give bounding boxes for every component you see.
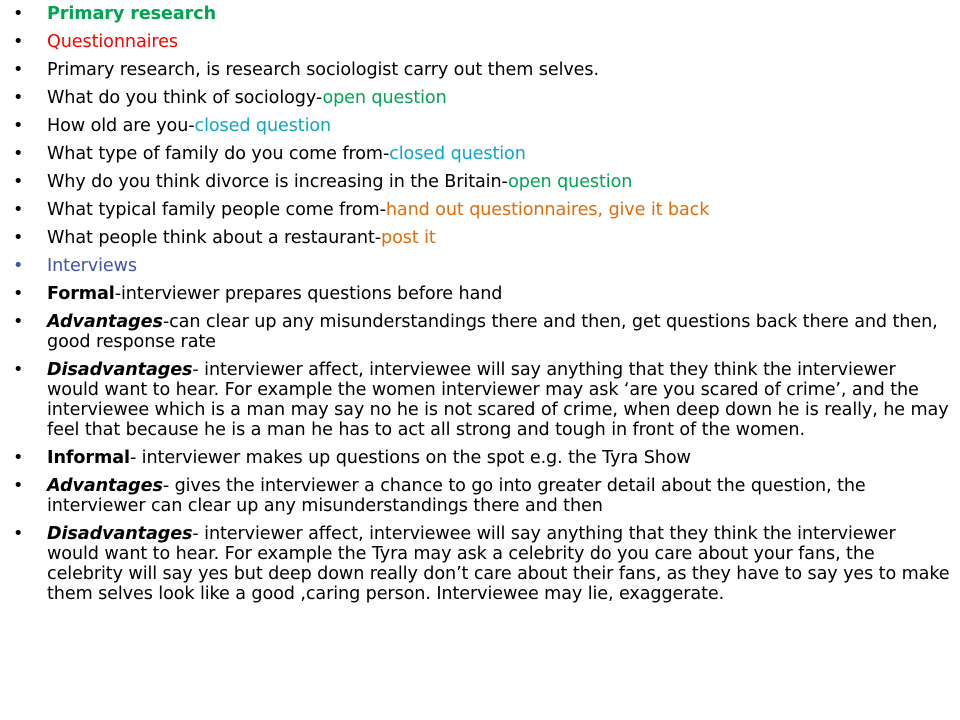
bullet-text: What type of family do you come from- xyxy=(47,144,390,164)
bullet-icon: • xyxy=(13,32,24,52)
bullet-text: - interviewer affect, interviewee will say anything that they think the interviewer would want to hear. For example the women interviewer may ask ‘are you scared of crime’, and the interviewee which is a man may say no he is not scared of crime, when deep down he is really, he may feel that because he is a man he has to act all strong and tough in front of the women. xyxy=(47,360,949,440)
bullet-item xyxy=(0,284,960,304)
bullet-text: closed question xyxy=(389,144,526,164)
bullet-text: - interviewer makes up questions on the spot e.g. the Tyra Show xyxy=(129,448,691,468)
bullet-item xyxy=(0,312,960,352)
bullet-text: Advantages xyxy=(47,476,163,496)
bullet-icon: • xyxy=(13,284,24,304)
bullet-text: post it xyxy=(381,228,436,248)
bullet-item xyxy=(0,144,960,164)
bullet-item xyxy=(0,88,960,108)
bullet-item xyxy=(0,60,960,80)
bullet-text: Disadvantages xyxy=(47,360,193,380)
bullet-icon: • xyxy=(13,88,24,108)
bullet-item xyxy=(0,256,960,276)
bullet-text: Why do you think divorce is increasing in the Britain- xyxy=(47,172,509,192)
bullet-text: How old are you- xyxy=(47,116,195,136)
bullet-icon: • xyxy=(13,448,24,468)
bullet-item xyxy=(0,476,960,516)
bullet-text: What people think about a restaurant- xyxy=(47,228,382,248)
bullet-icon: • xyxy=(13,360,24,380)
bullet-text: Primary research xyxy=(47,4,216,24)
bullet-item xyxy=(0,448,960,468)
bullet-icon: • xyxy=(13,60,24,80)
bullet-text: Disadvantages xyxy=(47,524,193,544)
bullet-text: What do you think of sociology- xyxy=(47,88,323,108)
bullet-icon: • xyxy=(13,256,24,276)
bullet-item xyxy=(0,172,960,192)
bullet-icon: • xyxy=(13,172,24,192)
bullet-item xyxy=(0,116,960,136)
bullet-item xyxy=(0,32,960,52)
bullet-text: Questionnaires xyxy=(47,32,178,52)
bullet-text: - interviewer affect, interviewee will say anything that they think the interviewer would want to hear. For example the Tyra may ask a celebrity do you care about your fans, the celebrity will say yes but deep down really don’t care about their fans, as they have to say yes to make them selves look like a good ,caring person. Interviewee may lie, exaggerate. xyxy=(47,524,950,604)
bullet-icon: • xyxy=(13,200,24,220)
bullet-text: Primary research, is research sociologist carry out them selves. xyxy=(47,60,599,80)
bullet-text: open question xyxy=(322,88,447,108)
bullet-icon: • xyxy=(13,144,24,164)
bullet-item xyxy=(0,4,960,24)
bullet-text: - gives the interviewer a chance to go into greater detail about the question, the interviewer can clear up any misunderstandings there and then xyxy=(47,476,866,516)
bullet-icon: • xyxy=(13,476,24,496)
bullet-icon: • xyxy=(13,4,24,24)
bullet-item xyxy=(0,228,960,248)
bullet-text: closed question xyxy=(194,116,332,136)
bullet-text: Advantages xyxy=(47,312,163,332)
bullet-text: Formal xyxy=(47,284,115,304)
bullet-icon: • xyxy=(13,312,24,332)
bullet-text: Informal xyxy=(47,448,130,468)
bullet-text: What typical family people come from- xyxy=(47,200,386,220)
bullet-icon: • xyxy=(13,524,24,544)
bullet-icon: • xyxy=(13,116,24,136)
bullet-item xyxy=(0,200,960,220)
bullet-item xyxy=(0,360,960,440)
bullet-icon: • xyxy=(13,228,24,248)
bullet-item xyxy=(0,524,960,604)
bullet-text: hand out questionnaires, give it back xyxy=(385,200,710,220)
bullet-text: Interviews xyxy=(47,256,137,276)
bullet-text: open question xyxy=(508,172,633,192)
bullet-text: -interviewer prepares questions before hand xyxy=(114,284,503,304)
bullet-text: -can clear up any misunderstandings there and then, get questions back there and then, good response rate xyxy=(47,312,938,352)
